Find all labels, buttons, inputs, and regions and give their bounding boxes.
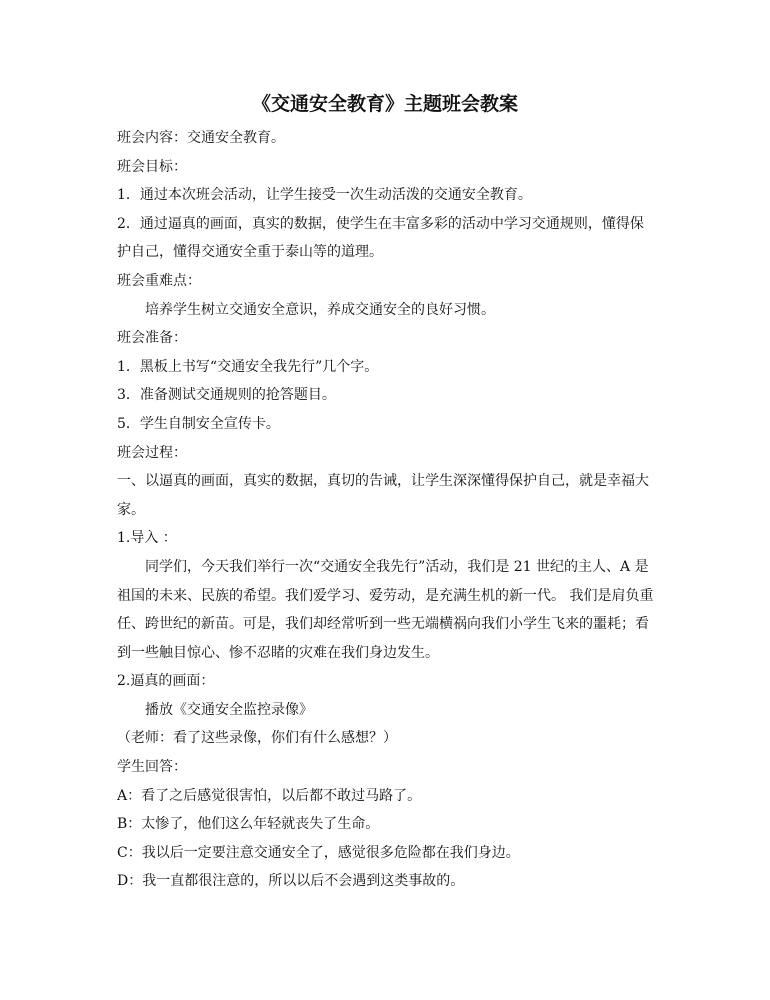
preparation-item-5: 5．学生自制安全宣传卡。: [117, 415, 280, 432]
student-answer-c: C：我以后一定要注意交通安全了，感觉很多危险都在我们身边。: [117, 844, 520, 861]
teacher-question: （老师：看了这些录像，你们有什么感想？）: [117, 730, 397, 747]
document-title: 《交通安全教育》主题班会教案: [251, 93, 518, 115]
key-points-text: 培养学生树立交通安全意识，养成交通安全的良好习惯。: [145, 301, 495, 318]
heading-preparation: 班会准备：: [117, 330, 187, 347]
process-section-1: 一、以逼真的画面，真实的数据，真切的告诫，让学生深深懂得保护自己，就是幸福大家。: [117, 473, 649, 518]
document-body: [117, 124, 657, 896]
preparation-item-1: 1．黑板上书写“交通安全我先行”几个字。: [117, 358, 379, 375]
goal-item-1: 1．通过本次班会活动，让学生接受一次生动活泼的交通安全教育。: [117, 187, 532, 204]
paragraph-class-content: 班会内容：交通安全教育。: [117, 130, 285, 146]
preparation-item-3: 3．准备测试交通规则的抢答题目。: [117, 387, 336, 404]
step-intro-heading: 1.导入 ：: [117, 530, 177, 547]
step-video-text: 播放《交通安全监控录像》: [145, 701, 313, 718]
step-video-heading: 2.逼真的画面：: [117, 673, 215, 690]
heading-process: 班会过程：: [117, 444, 187, 461]
student-answers-heading: 学生回答：: [117, 759, 187, 776]
heading-key-points: 班会重难点：: [117, 272, 201, 289]
heading-class-goals: 班会目标：: [117, 158, 187, 175]
step-intro-text: 同学们，今天我们举行一次“交通安全我先行”活动，我们是 21 世纪的主人、A 是祖国的未来、民族的希望。我们爱学习、爱劳动，是充满生机的新一代。 我们是肩负重任、跨世纪的新苗。可是，我们却经常听到一些无端横祸向我们小学生飞来的噩耗；看到一些触目惊心、惨不忍睹的灾难在我们身边发生。: [117, 558, 654, 661]
student-answer-a: A：看了之后感觉很害怕，以后都不敢过马路了。: [117, 787, 422, 804]
goal-item-2: 2．通过逼真的画面，真实的数据，使学生在丰富多彩的活动中学习交通规则，懂得保护自己，懂得交通安全重于泰山等的道理。: [117, 215, 644, 261]
student-answer-d: D：我一直都很注意的，所以以后不会遇到这类事故的。: [117, 873, 465, 890]
student-answer-b: B：太惨了，他们这么年轻就丧失了生命。: [117, 816, 380, 833]
